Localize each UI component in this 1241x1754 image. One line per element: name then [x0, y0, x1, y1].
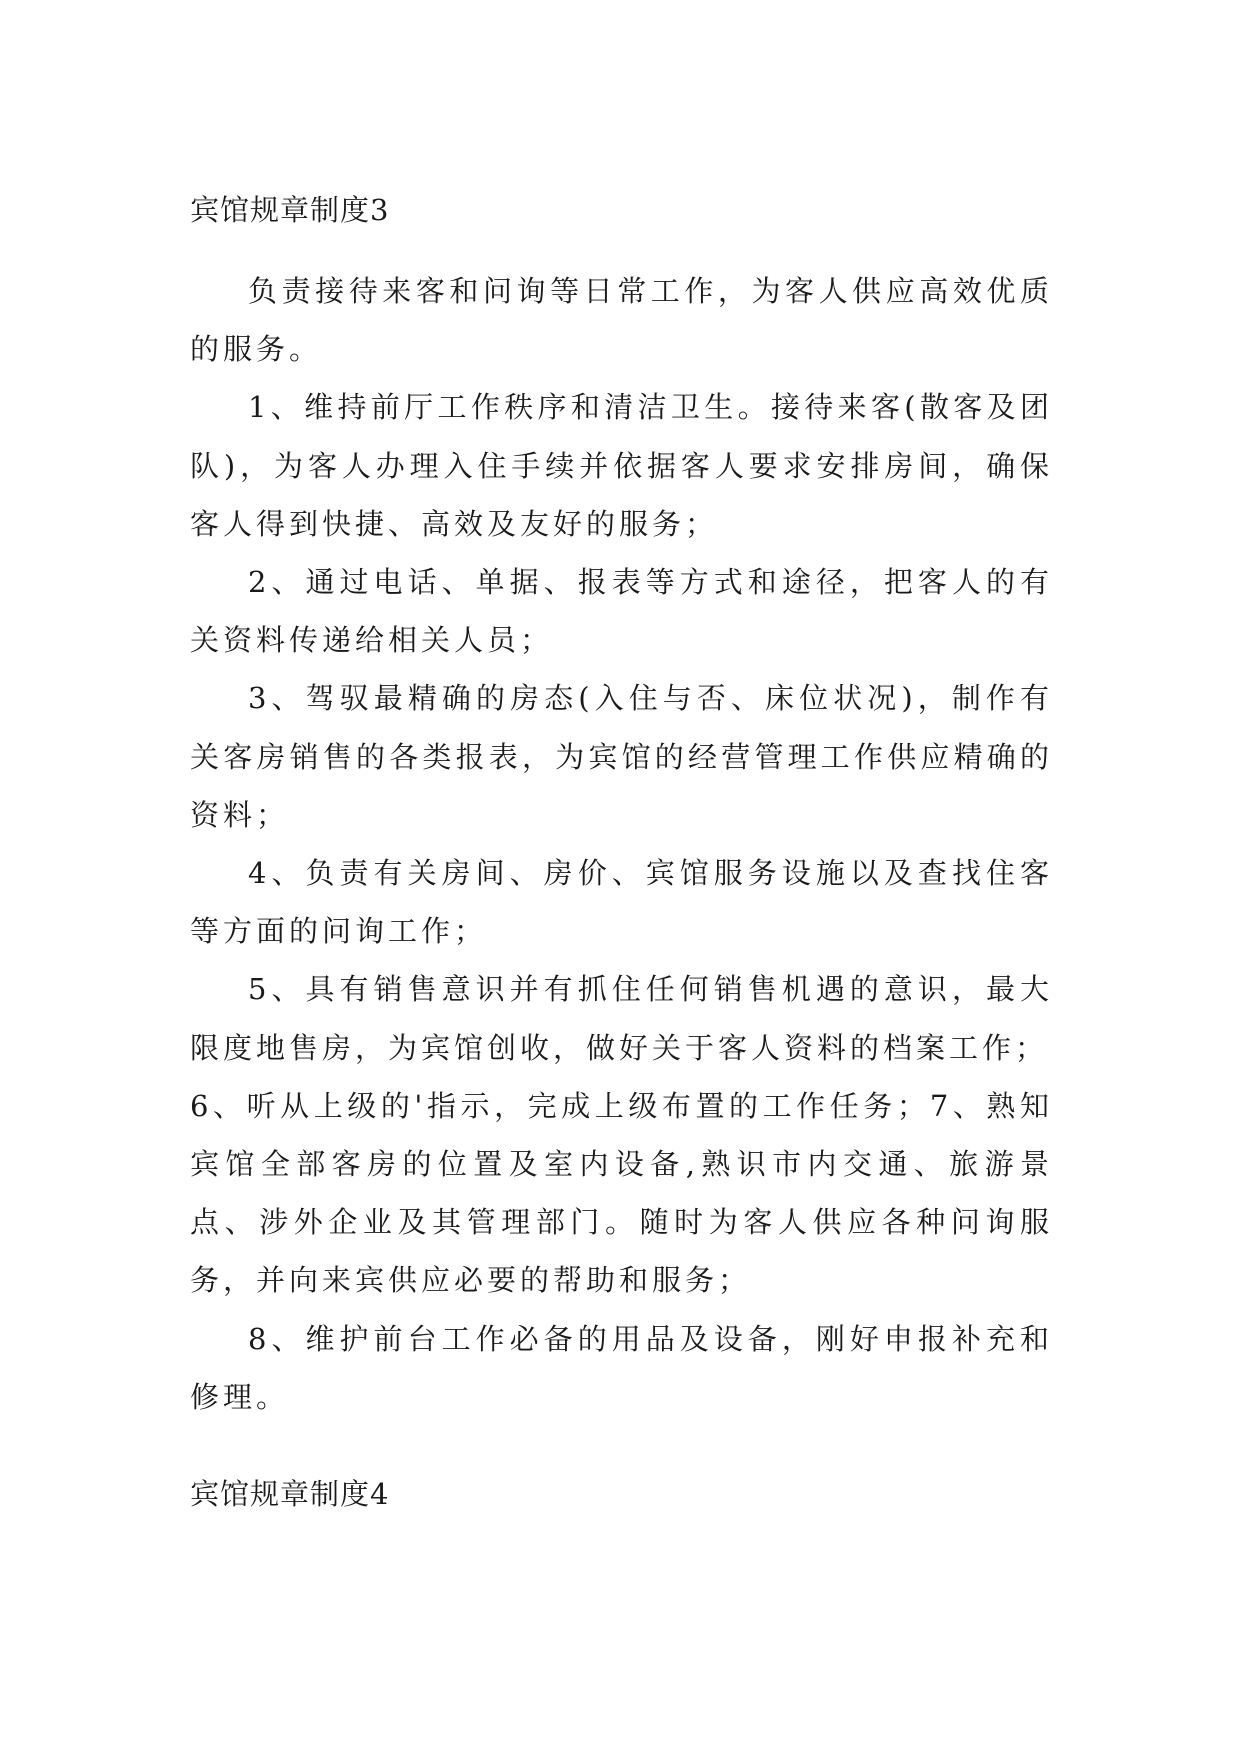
duty-paragraph-6-7: 6、听从上级的'指示，完成上级布置的工作任务；7、熟知宾馆全部客房的位置及室内设备,熟识市内交通、旅游景点、涉外企业及其管理部门。随时为客人供应各种问询服务，并向来宾供应必要的帮助和服务； [190, 1088, 1053, 1298]
duty-paragraph-4: 4、负责有关房间、房价、宾馆服务设施以及查找住客等方面的问询工作； [190, 856, 1053, 949]
section-4-title: 宾馆规章制度4 [190, 1477, 390, 1511]
duty-paragraph-5: 5、具有销售意识并有抓住任何销售机遇的意识，最大限度地售房，为宾馆创收，做好关于客人资料的档案工作； [190, 972, 1053, 1065]
section-3-body [190, 262, 1053, 1426]
duty-paragraph-3: 3、驾驭最精确的房态(入住与否、床位状况)，制作有关客房销售的各类报表，为宾馆的经营管理工作供应精确的资料； [190, 681, 1053, 832]
duty-paragraph-2: 2、通过电话、单据、报表等方式和途径，把客人的有关资料传递给相关人员； [190, 565, 1053, 658]
duty-paragraph-8: 8、维护前台工作必备的用品及设备，刚好申报补充和修理。 [190, 1321, 1053, 1414]
intro-paragraph: 负责接待来客和问询等日常工作，为客人供应高效优质的服务。 [190, 274, 1053, 367]
section-3-title: 宾馆规章制度3 [190, 193, 390, 227]
duty-paragraph-1: 1、维持前厅工作秩序和清洁卫生。接待来客(散客及团队)，为客人办理入住手续并依据客人要求安排房间，确保客人得到快捷、高效及友好的服务； [190, 390, 1053, 541]
